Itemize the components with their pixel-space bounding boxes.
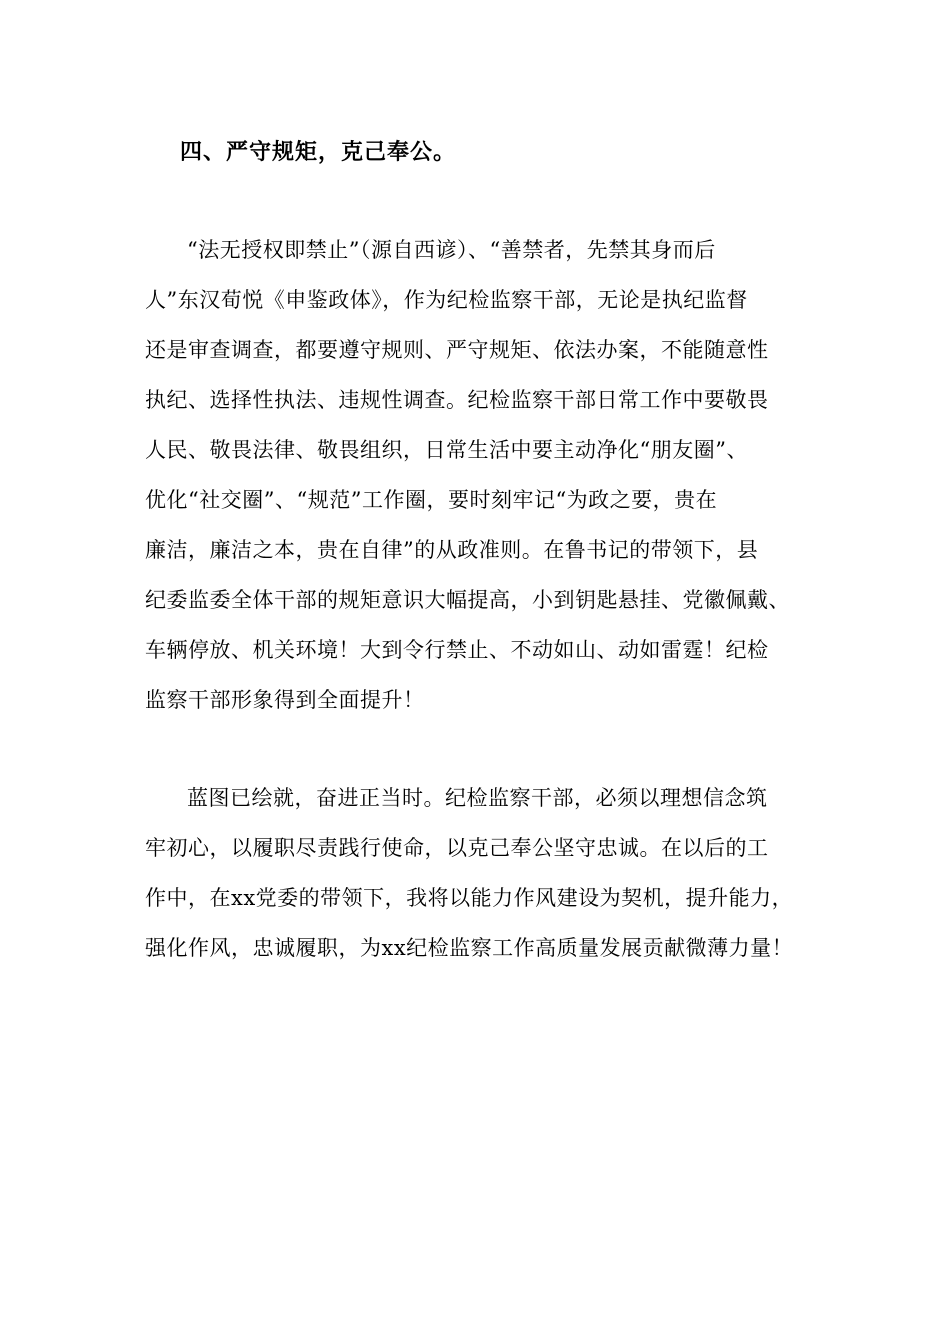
text-line: 人民、敬畏法律、敬畏组织，日常生活中要主动净化“朋友圈”、 (145, 438, 748, 462)
text-line: 纪委监委全体干部的规矩意识大幅提高，小到钥匙悬挂、党徽佩戴、 (145, 588, 790, 612)
text-line: 强化作风，忠诚履职，为xx纪检监察工作高质量发展贡献微薄力量！ (145, 936, 794, 960)
section-heading: 四、严守规矩，克己奉公。 (180, 139, 457, 165)
paragraph-2 (145, 773, 825, 973)
text-line: 蓝图已绘就，奋进正当时。纪检监察干部，必须以理想信念筑 (187, 786, 768, 810)
text-line: 作中，在xx党委的带领下，我将以能力作风建设为契机，提升能力， (145, 886, 794, 910)
text-line: 优化“社交圈”、“规范”工作圈，要时刻牢记“为政之要，贵在 (145, 488, 718, 512)
text-line: 牢初心，以履职尽责践行使命，以克己奉公坚守忠诚。在以后的工 (145, 836, 769, 860)
text-line: 人”东汉荀悦《申鉴政体》，作为纪检监察干部，无论是执纪监督 (145, 288, 748, 312)
paragraph-1 (145, 225, 825, 725)
text-line: 执纪、选择性执法、违规性调查。纪检监察干部日常工作中要敬畏 (145, 388, 769, 412)
text-line: “法无授权即禁止”（源自西谚）、“善禁者，先禁其身而后 (187, 238, 716, 262)
text-line: 车辆停放、机关环境！大到令行禁止、不动如山、动如雷霆！纪检 (145, 638, 769, 662)
text-line: 廉洁，廉洁之本，贵在自律”的从政准则。在鲁书记的带领下，县 (145, 538, 759, 562)
text-line: 还是审查调查，都要遵守规则、严守规矩、依法办案，不能随意性 (145, 338, 769, 362)
text-line: 监察干部形象得到全面提升！ (145, 688, 425, 712)
